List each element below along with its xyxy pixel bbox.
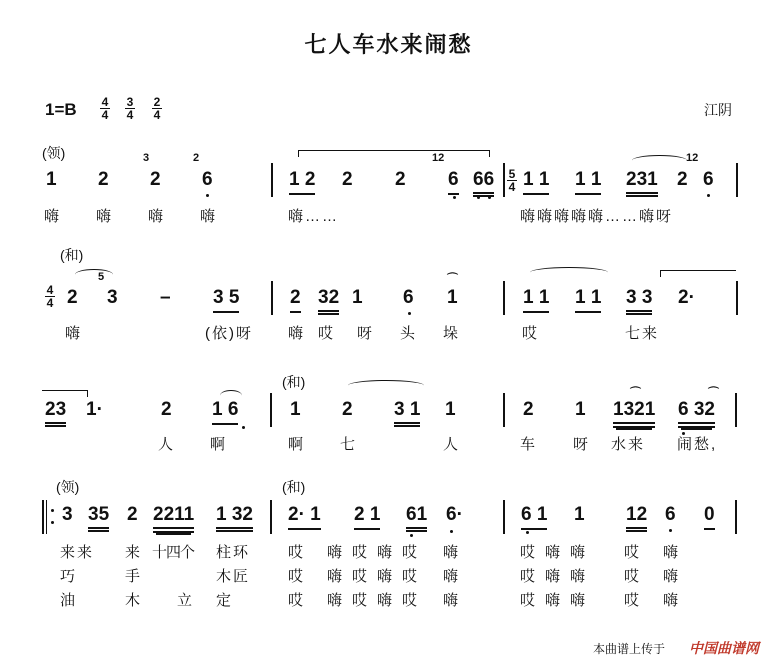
lyric: 七 xyxy=(340,436,358,453)
lyric: 嗨嗨嗨嗨嗨……嗨呀 xyxy=(520,208,674,225)
lyric: 定 xyxy=(216,592,234,609)
lyric: 哎 xyxy=(624,568,642,585)
time-signature: $\frac{4}{4}$ xyxy=(46,283,54,310)
slur xyxy=(632,155,687,166)
lyric: 柱环 xyxy=(216,544,251,561)
lyric: 嗨哎嗨哎 xyxy=(327,592,428,609)
note: 1 1 xyxy=(575,170,601,195)
part-label: (和) xyxy=(282,479,306,495)
time-signature: $\frac{2}{4}$ xyxy=(153,95,161,122)
note: 2 xyxy=(98,169,109,190)
lyric: 闹愁, xyxy=(677,436,718,453)
lyric: 嗨哎嗨哎 xyxy=(327,568,428,585)
note: 2 xyxy=(127,504,138,525)
note: 1· xyxy=(86,399,103,420)
note: 12 xyxy=(626,505,647,532)
note: 23 xyxy=(45,400,66,427)
part-label: (和) xyxy=(282,374,306,390)
barline xyxy=(736,163,738,197)
score-title: 七人车水来闹愁 xyxy=(304,32,473,57)
barline xyxy=(271,163,273,197)
note: 3 1 xyxy=(394,400,420,427)
note: 2211 xyxy=(153,505,194,533)
barline xyxy=(735,393,737,427)
lyric: 木 xyxy=(125,592,143,609)
lyric: 来来 xyxy=(60,544,95,561)
lyric: 七来 xyxy=(625,325,660,342)
lyric: 立 xyxy=(177,592,195,609)
lyric: (依)呀 xyxy=(205,325,253,342)
lyric: 哎嗨嗨 xyxy=(520,592,596,609)
slur xyxy=(348,380,424,391)
note: 61 xyxy=(406,505,427,532)
lyric: 呀 xyxy=(357,325,375,342)
note: 6 32 xyxy=(678,400,715,428)
lyric: 哎 xyxy=(288,592,306,609)
note: 3 xyxy=(62,504,73,525)
lyric: 嗨 xyxy=(288,325,306,342)
note: 2 xyxy=(395,169,406,190)
barline xyxy=(735,500,737,534)
lyric: 啊 xyxy=(210,436,228,453)
lyric: 油 xyxy=(60,592,78,609)
grace-note: 12 xyxy=(686,152,699,164)
repeat-sign xyxy=(42,500,44,534)
note: 6 xyxy=(202,169,213,190)
barline xyxy=(503,500,505,534)
part-label: (领) xyxy=(42,145,66,161)
lyric: 哎嗨嗨 xyxy=(520,544,596,561)
bracket xyxy=(42,390,88,397)
lyric: 嗨 xyxy=(443,568,461,585)
lyric: 来 xyxy=(125,544,143,561)
grace-note: 3 xyxy=(143,152,150,164)
barline xyxy=(503,393,505,427)
lyric: 嗨 xyxy=(663,568,681,585)
grace-note: 2 xyxy=(193,152,200,164)
note: 1 xyxy=(445,399,456,420)
note: 1 xyxy=(447,287,458,308)
lyric: 嗨 xyxy=(200,208,218,225)
lyric: 哎 xyxy=(318,325,336,342)
note: 1 2 xyxy=(289,170,315,195)
note: 2 xyxy=(342,169,353,190)
note: 3 5 xyxy=(213,288,239,313)
lyric: 哎 xyxy=(522,325,540,342)
note: 66 xyxy=(473,170,494,197)
lyric: 嗨 xyxy=(663,544,681,561)
note: 2 xyxy=(342,399,353,420)
lyric: 嗨 xyxy=(663,592,681,609)
lyric: 十四个 xyxy=(152,544,195,561)
lyric: 嗨…… xyxy=(288,208,340,225)
note: 6 1 xyxy=(521,505,547,530)
note: 2 xyxy=(677,169,688,190)
note: 2 xyxy=(161,399,172,420)
time-signature: $\frac{4}{4}$ xyxy=(101,95,109,122)
note: 3 xyxy=(107,287,118,308)
note: 6 xyxy=(665,504,676,525)
lyric: 嗨 xyxy=(443,544,461,561)
lyric: 水来 xyxy=(611,436,646,453)
lyric: 手 xyxy=(125,568,143,585)
time-signature: $\frac{5}{4}$ xyxy=(508,167,516,194)
lyric: 嗨哎嗨哎 xyxy=(327,544,428,561)
note: 6 xyxy=(703,169,714,190)
lyric: 嗨 xyxy=(96,208,114,225)
note: 6 xyxy=(403,287,414,308)
note: 1 6 xyxy=(212,400,238,425)
region-label: 江阴 xyxy=(704,102,732,118)
lyric: 巧 xyxy=(60,568,78,585)
barline xyxy=(270,500,272,534)
note: 2 xyxy=(67,287,78,308)
note: 1 1 xyxy=(575,288,601,313)
note: – xyxy=(160,287,171,308)
lyric: 头 xyxy=(400,325,418,342)
note: 0 xyxy=(704,505,715,530)
note: 3 3 xyxy=(626,288,652,315)
lyric: 呀 xyxy=(573,436,591,453)
note: 231 xyxy=(626,170,658,197)
note: 6· xyxy=(446,504,463,525)
lyric: 木匠 xyxy=(216,568,251,585)
barline xyxy=(503,163,505,197)
note: 6 xyxy=(448,170,459,195)
key-signature: 1=B xyxy=(45,100,77,119)
lyric: 哎 xyxy=(624,544,642,561)
lyric: 车 xyxy=(520,436,538,453)
part-label: (和) xyxy=(60,247,84,263)
grace-note: 5 xyxy=(98,271,105,283)
lyric: 哎 xyxy=(288,568,306,585)
part-label: (领) xyxy=(56,479,80,495)
fermata-icon: ⌒ xyxy=(630,387,641,399)
note: 2· xyxy=(678,287,695,308)
barline xyxy=(736,281,738,315)
bracket xyxy=(298,150,490,157)
note: 2 xyxy=(523,399,534,420)
grace-note: 12 xyxy=(432,152,445,164)
lyric: 嗨 xyxy=(443,592,461,609)
barline xyxy=(271,281,273,315)
note: 1 1 xyxy=(523,288,549,313)
note: 1 1 xyxy=(523,170,549,195)
lyric: 嗨 xyxy=(148,208,166,225)
note: 1 xyxy=(352,287,363,308)
note: 2· 1 xyxy=(288,505,321,530)
note: 1 32 xyxy=(216,505,253,532)
note: 1 xyxy=(574,504,585,525)
note: 35 xyxy=(88,505,109,532)
lyric: 嗨 xyxy=(65,325,83,342)
note: 2 1 xyxy=(354,505,380,530)
note: 2 xyxy=(290,288,301,313)
lyric: 人 xyxy=(443,436,461,453)
lyric: 哎 xyxy=(624,592,642,609)
note: 2 xyxy=(150,169,161,190)
barline xyxy=(270,393,272,427)
lyric: 人 xyxy=(158,436,176,453)
fermata-icon: ⌒ xyxy=(447,273,458,285)
note: 32 xyxy=(318,288,339,315)
lyric: 哎嗨嗨 xyxy=(520,568,596,585)
fermata-icon: ⌒ xyxy=(708,387,719,399)
lyric: 垛 xyxy=(443,325,461,342)
barline xyxy=(503,281,505,315)
note: 1 xyxy=(46,169,57,190)
slur xyxy=(530,267,608,278)
note: 1 xyxy=(575,399,586,420)
slur xyxy=(75,269,113,280)
site-logo[interactable]: 中国曲谱网 xyxy=(689,640,759,656)
footer-text: 本曲谱上传于 xyxy=(592,642,665,656)
note: 1 xyxy=(290,399,301,420)
lyric: 嗨 xyxy=(44,208,62,225)
time-signature: $\frac{3}{4}$ xyxy=(126,95,134,122)
bracket xyxy=(660,270,736,277)
lyric: 哎 xyxy=(288,544,306,561)
lyric: 啊 xyxy=(288,436,306,453)
note: 1321 xyxy=(613,400,655,428)
